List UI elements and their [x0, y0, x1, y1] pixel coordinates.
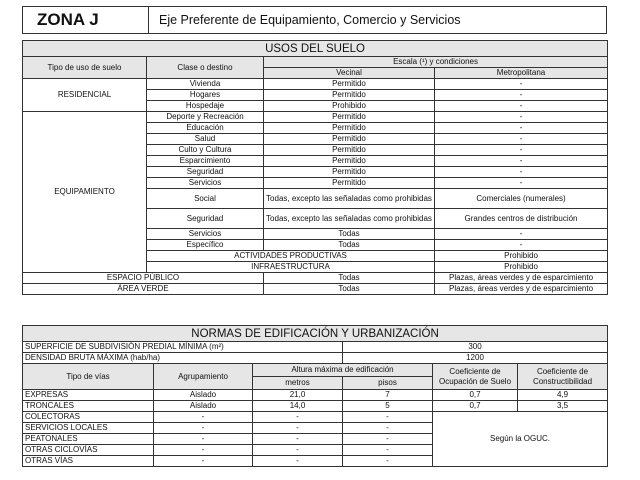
usos-title: USOS DEL SUELO — [23, 41, 608, 57]
col-vecinal: Vecinal — [264, 68, 435, 79]
vecinal-cell: Permitido — [264, 145, 435, 156]
clase-cell: Esparcimiento — [147, 156, 264, 167]
metro-cell: Plazas, áreas verdes y de esparcimiento — [435, 284, 608, 295]
segun-oguc: Según la OGUC. — [433, 412, 608, 467]
metro-cell: - — [435, 101, 608, 112]
ocup-cell: 0,7 — [433, 390, 518, 401]
clase-cell: Culto y Cultura — [147, 145, 264, 156]
col-metros: metros — [253, 377, 343, 390]
vecinal-cell: Todas — [264, 273, 435, 284]
usos-suelo-table — [22, 40, 608, 295]
metro-cell: - — [435, 240, 608, 251]
pisos-cell: - — [343, 412, 433, 423]
vecinal-cell: Permitido — [264, 134, 435, 145]
vecinal-cell: Prohibido — [264, 101, 435, 112]
vecinal-cell: Prohibido — [435, 251, 608, 262]
pisos-cell: - — [343, 445, 433, 456]
col-metropolitana: Metropolitana — [435, 68, 608, 79]
col-altura: Altura máxima de edificación — [253, 364, 433, 377]
tipo-actividades-productivas: ACTIVIDADES PRODUCTIVAS — [147, 251, 435, 262]
densidad-label: DENSIDAD BRUTA MÁXIMA (hab/ha) — [23, 353, 343, 364]
zone-header — [22, 6, 607, 34]
via-cell: EXPRESAS — [23, 390, 154, 401]
vecinal-cell: Permitido — [264, 156, 435, 167]
col-clase: Clase o destino — [147, 57, 264, 79]
vecinal-cell: Permitido — [264, 167, 435, 178]
metros-cell: - — [253, 445, 343, 456]
agrup-cell: - — [154, 423, 253, 434]
col-escala: Escala (¹) y condiciones — [264, 57, 608, 68]
table-row — [23, 390, 608, 401]
densidad-value: 1200 — [343, 353, 608, 364]
metro-cell: - — [435, 112, 608, 123]
clase-cell: Servicios — [147, 229, 264, 240]
agrup-cell: - — [154, 456, 253, 467]
const-cell: 3,5 — [518, 401, 608, 412]
metros-cell: - — [253, 412, 343, 423]
metros-cell: 21,0 — [253, 390, 343, 401]
via-cell: OTRAS VÍAS — [23, 456, 154, 467]
normas-edificacion-table — [22, 325, 608, 467]
metro-cell: - — [435, 167, 608, 178]
tipo-area-verde: ÁREA VERDE — [23, 284, 264, 295]
col-tipo-vias: Tipo de vías — [23, 364, 154, 390]
tipo-equipamiento: EQUIPAMIENTO — [23, 112, 147, 273]
via-cell: SERVICIOS LOCALES — [23, 423, 154, 434]
clase-cell: Servicios — [147, 178, 264, 189]
metro-cell: Plazas, áreas verdes y de esparcimiento — [435, 273, 608, 284]
table-row — [23, 284, 608, 295]
tipo-residencial: RESIDENCIAL — [23, 79, 147, 112]
agrup-cell: Aislado — [154, 401, 253, 412]
clase-cell: Específico — [147, 240, 264, 251]
table-row — [23, 112, 608, 123]
vecinal-cell: Permitido — [264, 90, 435, 101]
metro-cell: - — [435, 79, 608, 90]
clase-cell: Educación — [147, 123, 264, 134]
metros-cell: 14,0 — [253, 401, 343, 412]
metros-cell: - — [253, 434, 343, 445]
clase-cell: Seguridad — [147, 209, 264, 229]
tipo-espacio-publico: ESPACIO PÚBLICO — [23, 273, 264, 284]
clase-cell: Social — [147, 189, 264, 209]
metro-cell: - — [435, 90, 608, 101]
table-row — [23, 79, 608, 90]
table-row — [23, 412, 608, 423]
normas-title: NORMAS DE EDIFICACIÓN Y URBANIZACIÓN — [23, 326, 608, 342]
metros-cell: - — [253, 423, 343, 434]
metro-cell: - — [435, 229, 608, 240]
clase-cell: Hospedaje — [147, 101, 264, 112]
col-pisos: pisos — [343, 377, 433, 390]
zone-title: ZONA J — [23, 7, 149, 33]
zone-description: Eje Preferente de Equipamiento, Comercio y Servicios — [159, 13, 461, 27]
vecinal-cell: Todas — [264, 240, 435, 251]
clase-cell: Salud — [147, 134, 264, 145]
via-cell: TRONCALES — [23, 401, 154, 412]
metros-cell: - — [253, 456, 343, 467]
vecinal-cell: Permitido — [264, 112, 435, 123]
col-ocupacion: Coeficiente de Ocupación de Suelo — [433, 364, 518, 390]
const-cell: 4,9 — [518, 390, 608, 401]
table-row — [23, 273, 608, 284]
via-cell: OTRAS CICLOVÍAS — [23, 445, 154, 456]
superficie-value: 300 — [343, 342, 608, 353]
tipo-infraestructura: INFRAESTRUCTURA — [147, 262, 435, 273]
vecinal-cell: Permitido — [264, 79, 435, 90]
vecinal-cell: Todas, excepto las señaladas como prohibidas — [264, 189, 435, 209]
pisos-cell: 7 — [343, 390, 433, 401]
metro-cell: Comerciales (numerales) — [435, 189, 608, 209]
pisos-cell: - — [343, 434, 433, 445]
ocup-cell: 0,7 — [433, 401, 518, 412]
clase-cell: Deporte y Recreación — [147, 112, 264, 123]
agrup-cell: - — [154, 434, 253, 445]
vecinal-cell: Permitido — [264, 123, 435, 134]
metro-cell: - — [435, 156, 608, 167]
vecinal-cell: Prohibido — [435, 262, 608, 273]
col-tipo-uso: Tipo de uso de suelo — [23, 57, 147, 79]
clase-cell: Seguridad — [147, 167, 264, 178]
agrup-cell: Aislado — [154, 390, 253, 401]
superficie-label: SUPERFICIE DE SUBDIVISIÓN PREDIAL MÍNIMA (m²) — [23, 342, 343, 353]
col-agrupamiento: Agrupamiento — [154, 364, 253, 390]
metro-cell: - — [435, 134, 608, 145]
clase-cell: Vivienda — [147, 79, 264, 90]
metro-cell: - — [435, 178, 608, 189]
via-cell: COLECTORAS — [23, 412, 154, 423]
table-row — [23, 401, 608, 412]
agrup-cell: - — [154, 412, 253, 423]
via-cell: PEATONALES — [23, 434, 154, 445]
pisos-cell: - — [343, 456, 433, 467]
clase-cell: Hogares — [147, 90, 264, 101]
metro-cell: - — [435, 145, 608, 156]
agrup-cell: - — [154, 445, 253, 456]
vecinal-cell: Todas — [264, 284, 435, 295]
vecinal-cell: Permitido — [264, 178, 435, 189]
pisos-cell: - — [343, 423, 433, 434]
metro-cell: - — [435, 123, 608, 134]
pisos-cell: 5 — [343, 401, 433, 412]
vecinal-cell: Todas — [264, 229, 435, 240]
metro-cell: Grandes centros de distribución — [435, 209, 608, 229]
vecinal-cell: Todas, excepto las señaladas como prohibidas — [264, 209, 435, 229]
col-constructibilidad: Coeficiente de Constructibilidad — [518, 364, 608, 390]
